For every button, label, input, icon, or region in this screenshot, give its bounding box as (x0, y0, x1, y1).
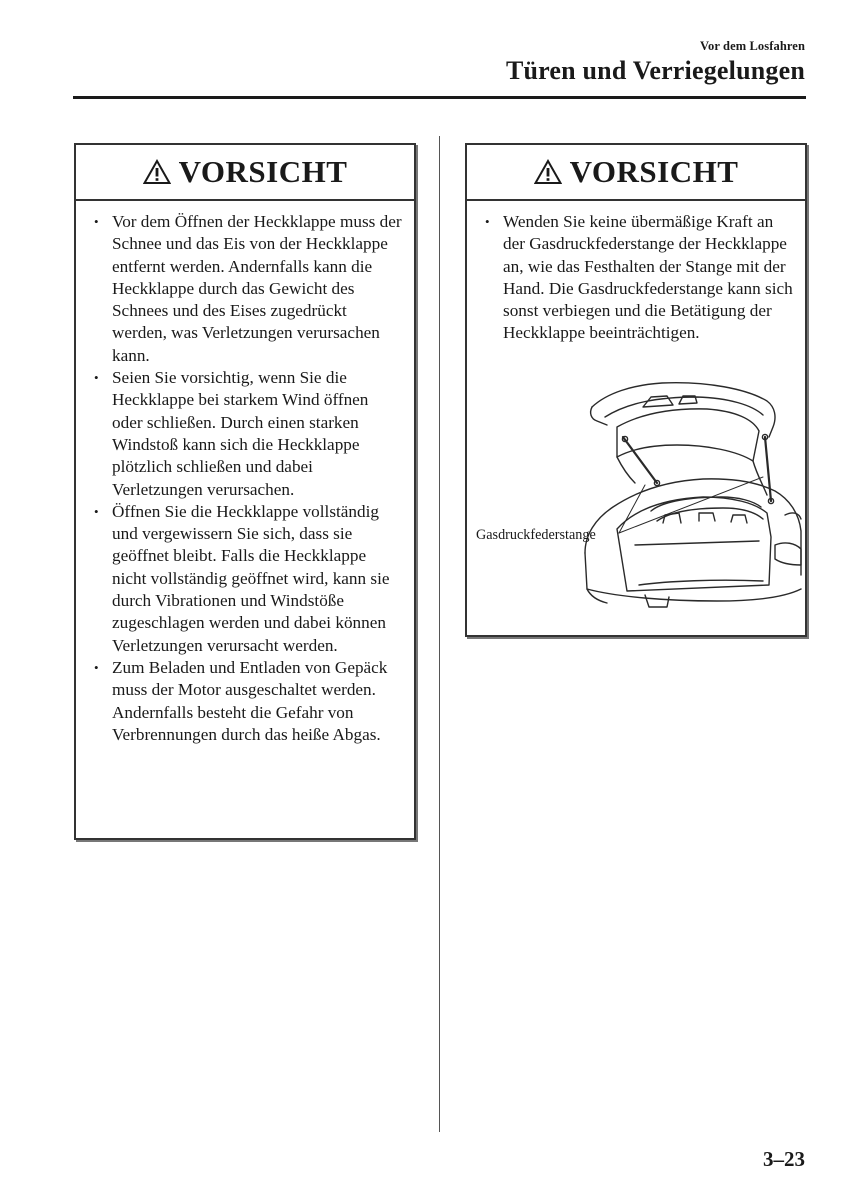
caution-title: VORSICHT (178, 154, 348, 189)
caution-box-left (74, 143, 416, 840)
caution-item: • Seien Sie vorsichtig, wenn Sie die Heckklappe bei starkem Wind öffnen oder schließen. Durch einen starken Windstoß kann sich die Heckklappe plötzlich schließen und dabei Verletzungen verursachen. (92, 367, 402, 501)
caution-box-right (465, 143, 807, 637)
warning-triangle-icon (143, 159, 171, 185)
caution-item: • Zum Beladen und Entladen von Gepäck muss der Motor ausgeschaltet werden. Andernfalls besteht die Gefahr von Verbrennungen durch das heiße Abgas. (92, 657, 402, 746)
caution-item: • Öffnen Sie die Heckklappe vollständig und vergewissern Sie sich, dass sie geöffnet bleibt. Falls die Heckklappe nicht vollständig geöffnet wird, kann sie durch Vibrationen und Windstöße zugeschlagen werden und dabei können Verletzungen verursacht werden. (92, 501, 402, 657)
caution-header-left (76, 145, 414, 201)
gas-strut-label: Gasdruckfederstange (476, 527, 596, 543)
caution-title: VORSICHT (569, 154, 739, 189)
column-divider (439, 136, 440, 1132)
page-title: Türen und Verriegelungen (505, 56, 805, 85)
section-label: Vor dem Losfahren (700, 39, 805, 53)
page-number: 3–23 (763, 1147, 805, 1171)
caution-list-left (92, 211, 402, 746)
caution-item: • Vor dem Öffnen der Heckklappe muss der Schnee und das Eis von der Heckklappe entfernt werden. Andernfalls kann die Heckklappe durch das Gewicht des Schnees und des Eises zugedrückt werden, was Verletzungen verursachen kann. (92, 211, 402, 367)
open-liftgate-car-illustration (467, 145, 805, 635)
caution-item: • Wenden Sie keine übermäßige Kraft an der Gasdruckfederstange der Heckklappe an, wie das Festhalten der Stange mit der Hand. Die Gasdruckfederstange kann sich sonst verbiegen und die Betätigung der Heckklappe beeinträchtigen. (483, 211, 793, 345)
title-rule (73, 96, 806, 99)
